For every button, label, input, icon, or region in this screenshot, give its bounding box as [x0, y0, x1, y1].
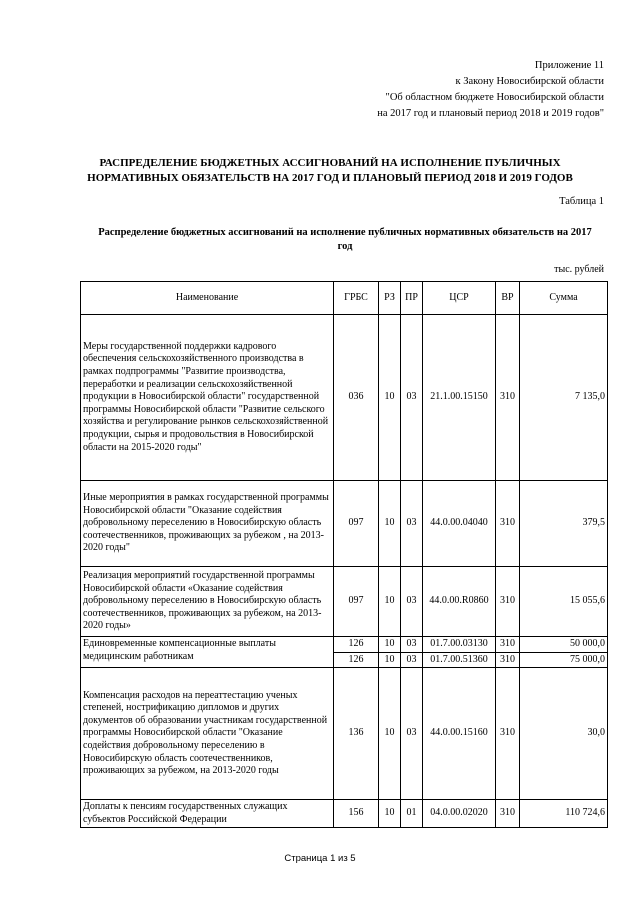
row-sum: 50 000,0	[520, 637, 608, 653]
col-header-sum: Сумма	[520, 282, 608, 315]
row-rz: 10	[379, 481, 401, 567]
row-name: Реализация мероприятий государственной программы Новосибирской области «Оказание содействия добровольному переселению в Новосибирскую область соотечественников, проживающих за рубежом, на 2013-2020 годы»	[81, 567, 334, 637]
row-sum: 7 135,0	[520, 315, 608, 481]
row-pr: 03	[401, 481, 423, 567]
col-header-grbs: ГРБС	[334, 282, 379, 315]
header-line-appendix: Приложение 11	[534, 60, 604, 71]
row-rz: 10	[379, 567, 401, 637]
row-vr: 310	[496, 481, 520, 567]
table-title	[80, 226, 610, 254]
table-title-line-1: Распределение бюджетных ассигнований на исполнение публичных нормативных обязательств на 2017	[98, 227, 592, 238]
table-row	[81, 637, 608, 653]
row-csr: 01.7.00.03130	[423, 637, 496, 653]
row-grbs: 136	[334, 668, 379, 800]
row-grbs: 126	[334, 652, 379, 668]
row-rz: 10	[379, 637, 401, 653]
row-csr: 44.0.00.04040	[423, 481, 496, 567]
row-vr: 310	[496, 800, 520, 828]
row-name: Компенсация расходов на переаттестацию ученых степеней, нострификацию дипломов и других документов об образовании участникам государственной программы Новосибирской области "Оказание содействия добровольному переселению в Новосибирскую область соотечественников, проживающих за рубежом, на 2013-2020 годы	[81, 668, 334, 800]
row-pr: 03	[401, 315, 423, 481]
header-line-law-title: "Об областном бюджете Новосибирской области	[385, 92, 604, 103]
row-pr: 03	[401, 637, 423, 653]
row-sum: 15 055,6	[520, 567, 608, 637]
table-row	[81, 668, 608, 800]
row-name: Меры государственной поддержки кадрового обеспечения сельскохозяйственного производства в рамках подпрограммы "Развитие производства, переработки и реализации сельскохозяйственной продукции в Новосибирской области" государственной программы Новосибирской области "Развитие сельского хозяйства и регулирование рынков сельскохозяйственной продукции, сырья и продовольствия в Новосибирской области на 2015-2020 годы"	[81, 315, 334, 481]
row-vr: 310	[496, 637, 520, 653]
col-header-pr: ПР	[401, 282, 423, 315]
units-label: тыс. рублей	[554, 264, 604, 275]
row-pr: 03	[401, 668, 423, 800]
table-header-row	[81, 282, 608, 315]
row-pr: 01	[401, 800, 423, 828]
row-rz: 10	[379, 652, 401, 668]
row-csr: 04.0.00.02020	[423, 800, 496, 828]
col-header-csr: ЦСР	[423, 282, 496, 315]
document-header	[284, 58, 604, 122]
col-header-name: Наименование	[81, 282, 334, 315]
row-grbs: 097	[334, 481, 379, 567]
row-csr: 21.1.00.15150	[423, 315, 496, 481]
row-rz: 10	[379, 315, 401, 481]
row-vr: 310	[496, 567, 520, 637]
col-header-rz: РЗ	[379, 282, 401, 315]
row-vr: 310	[496, 668, 520, 800]
row-grbs: 126	[334, 637, 379, 653]
page-title-line-1: РАСПРЕДЕЛЕНИЕ БЮДЖЕТНЫХ АССИГНОВАНИЙ НА ИСПОЛНЕНИЕ ПУБЛИЧНЫХ	[99, 157, 561, 169]
row-grbs: 156	[334, 800, 379, 828]
table-number: Таблица 1	[559, 196, 604, 207]
row-sum: 30,0	[520, 668, 608, 800]
row-vr: 310	[496, 652, 520, 668]
row-sum: 75 000,0	[520, 652, 608, 668]
page-number: Страница 1 из 5	[284, 853, 356, 864]
row-grbs: 036	[334, 315, 379, 481]
page-title-line-2: НОРМАТИВНЫХ ОБЯЗАТЕЛЬСТВ НА 2017 ГОД И ПЛАНОВЫЙ ПЕРИОД 2018 И 2019 ГОДОВ	[87, 172, 573, 184]
table-row	[81, 315, 608, 481]
row-sum: 379,5	[520, 481, 608, 567]
page-title	[60, 156, 600, 186]
row-sum: 110 724,6	[520, 800, 608, 828]
col-header-vr: ВР	[496, 282, 520, 315]
row-name: Иные мероприятия в рамках государственной программы Новосибирской области "Оказание содействия добровольному переселению в Новосибирскую область соотечественников, проживающих за рубежом , на 2013-2020 годы"	[81, 481, 334, 567]
header-line-law: к Закону Новосибирской области	[455, 76, 604, 87]
table-row	[81, 800, 608, 828]
row-vr: 310	[496, 315, 520, 481]
table-row	[81, 481, 608, 567]
budget-table	[80, 281, 608, 828]
row-pr: 03	[401, 652, 423, 668]
table-row	[81, 567, 608, 637]
row-csr: 01.7.00.51360	[423, 652, 496, 668]
header-line-period: на 2017 год и плановый период 2018 и 2019 годов"	[377, 108, 604, 119]
row-rz: 10	[379, 668, 401, 800]
row-grbs: 097	[334, 567, 379, 637]
row-name: Доплаты к пенсиям государственных служащих субъектов Российской Федерации	[81, 800, 334, 828]
row-rz: 10	[379, 800, 401, 828]
table-title-line-2: год	[337, 241, 353, 252]
row-csr: 44.0.00.15160	[423, 668, 496, 800]
row-pr: 03	[401, 567, 423, 637]
row-csr: 44.0.00.R0860	[423, 567, 496, 637]
row-name: Единовременные компенсационные выплаты медицинским работникам	[81, 637, 334, 668]
